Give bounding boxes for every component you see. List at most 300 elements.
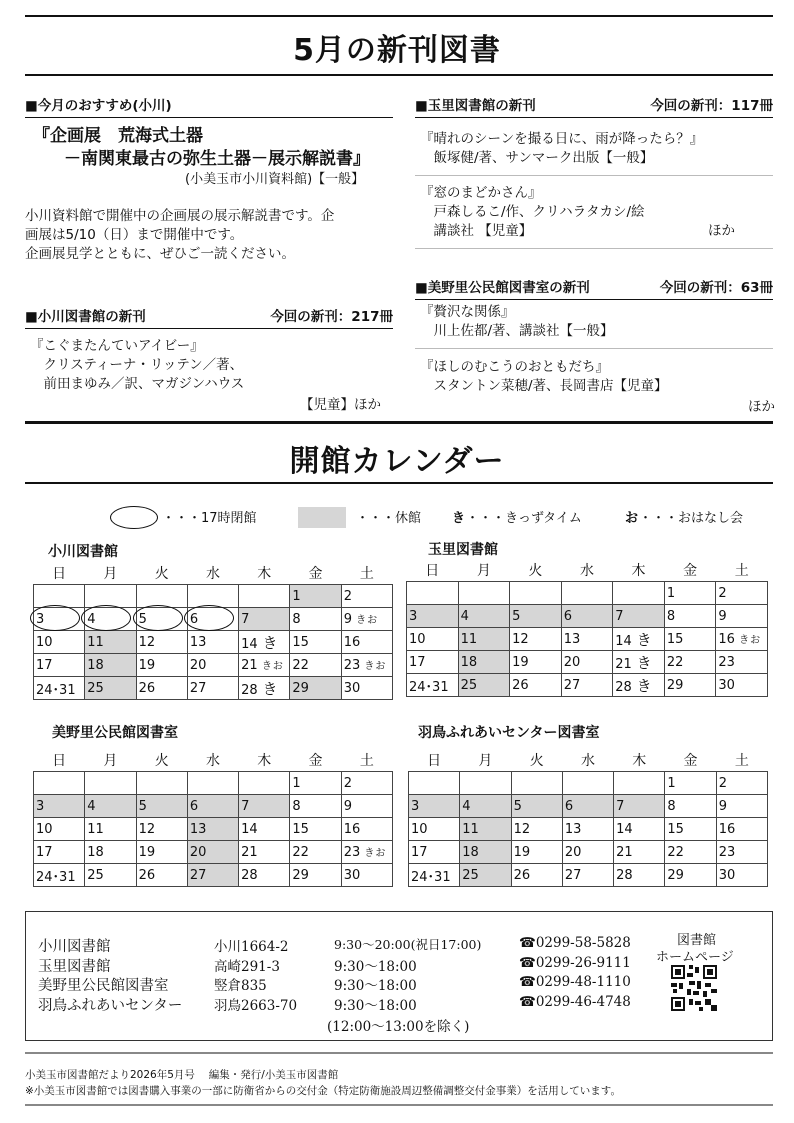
- calendar-day-cell: [239, 818, 290, 841]
- calendar-day-cell: [187, 841, 238, 864]
- info-name: 美野里公民館図書室: [38, 978, 169, 994]
- weekday-header: 月: [478, 753, 493, 769]
- calendar-day-cell: [511, 841, 562, 864]
- footer-line-2: ※小美玉市図書館では図書購入事業の一部に防衛省からの交付金（特定防衛施設周辺整備調整交付金事業）を活用しています。: [25, 1085, 621, 1097]
- calendar-week-row: [407, 628, 768, 651]
- calendar-day-cell: [341, 795, 392, 818]
- calendar-day-cell: [614, 795, 665, 818]
- calendar-day-cell: [34, 631, 85, 654]
- calendar-day-cell: [511, 795, 562, 818]
- weekday-header: 日: [52, 753, 67, 769]
- weekday-header: 木: [257, 566, 272, 582]
- info-hours: 9:30～20:00(祝日17:00): [334, 937, 482, 952]
- event-mark: きお: [351, 615, 379, 626]
- day-number: 9: [718, 798, 727, 814]
- info-name: 小川図書館: [38, 939, 111, 955]
- weekday-header: 金: [683, 563, 698, 579]
- ogawa-tag: 【児童】ほか: [300, 397, 381, 413]
- legend-oval-text: ・・・17時閉館: [162, 511, 257, 526]
- calendar-empty-cell: [511, 772, 562, 795]
- day-number: 7: [616, 798, 625, 814]
- weekday-header: 金: [308, 566, 323, 582]
- calendar-week-row: [407, 582, 768, 605]
- day-number: 23: [718, 654, 735, 670]
- day-number: 17: [36, 844, 53, 860]
- event-mark: き: [631, 676, 652, 695]
- calendar-week-row: [34, 864, 393, 887]
- day-number: 14: [241, 636, 258, 652]
- calendar-day-cell: [614, 818, 665, 841]
- day-number: 20: [189, 657, 207, 673]
- calendar-day-cell: [136, 654, 187, 677]
- minori-book2-line2: スタントン菜穂/著、長岡書店【児童】: [420, 378, 668, 394]
- day-number: 25: [87, 680, 104, 696]
- day-number: 29: [292, 867, 309, 883]
- day-number: 10: [36, 821, 53, 837]
- calendar-week-row: [409, 795, 768, 818]
- legend-oval-icon: [110, 506, 158, 529]
- calendar-empty-cell: [460, 772, 511, 795]
- day-number: 17: [411, 844, 428, 860]
- day-number: 22: [666, 654, 684, 670]
- day-number: 16: [718, 632, 735, 647]
- weekday-header: 金: [683, 753, 698, 769]
- calendar-day-cell: [136, 608, 187, 631]
- legend-closed-swatch: [298, 507, 346, 528]
- day-number: 11: [87, 634, 104, 650]
- weekday-header: 金: [308, 753, 323, 769]
- day-number: 16: [718, 821, 736, 837]
- calendar-name-hatori: 羽鳥ふれあいセンター図書室: [418, 725, 600, 741]
- day-number: 27: [563, 677, 581, 693]
- calendar-day-cell: [136, 631, 187, 654]
- calendar-week-row: [34, 677, 393, 700]
- day-number: 3: [36, 798, 45, 814]
- day-number: 19: [513, 844, 531, 860]
- day-number: 13: [189, 634, 207, 650]
- tamari-book2-line1: 『窓のまどかさん』: [420, 185, 542, 201]
- day-number: 12: [513, 821, 531, 837]
- calendar-day-cell: [290, 631, 341, 654]
- calendar-day-cell: [341, 608, 392, 631]
- info-hours: 9:30～18:00: [334, 997, 417, 1014]
- calendar-day-cell: [341, 772, 392, 795]
- calendar-day-cell: [409, 818, 460, 841]
- info-address: 小川1664-2: [214, 939, 289, 955]
- calendar-day-cell: [341, 677, 392, 700]
- calendar-day-cell: [239, 795, 290, 818]
- calendar-week-row: [34, 795, 393, 818]
- minori-count: 今回の新刊：63冊: [659, 280, 773, 296]
- calendar-week-row: [34, 585, 393, 608]
- calendar-empty-cell: [187, 585, 238, 608]
- day-number: 20: [564, 844, 582, 860]
- day-number: 9: [343, 798, 352, 814]
- calendar-day-cell: [239, 677, 290, 700]
- minori-more: ほか: [748, 399, 775, 415]
- weekday-header: 火: [154, 566, 169, 582]
- tamari-header: [415, 94, 773, 118]
- info-tel: ☎0299-46-4748: [519, 993, 631, 1010]
- calendar-day-cell: [664, 628, 716, 651]
- day-number: 23: [718, 844, 736, 860]
- minori-divider: [415, 348, 773, 349]
- top-rule: [25, 15, 773, 17]
- day-number: 10: [36, 634, 53, 650]
- tamari-count: 今回の新刊：117冊: [650, 98, 773, 114]
- calendar-day-cell: [290, 795, 341, 818]
- day-number: 24･31: [36, 869, 76, 885]
- page-title: 5月の新刊図書: [293, 33, 501, 68]
- calendar-day-cell: [187, 818, 238, 841]
- calendar-day-cell: [290, 864, 341, 887]
- ogawa-header: [25, 305, 393, 329]
- weekday-header: 水: [205, 753, 220, 769]
- day-number: 15: [666, 631, 684, 647]
- tamari-book1-line1: 『晴れのシーンを撮る日に、雨が降ったら？』: [420, 131, 704, 147]
- minori-book2-line1: 『ほしのむこうのおともだち』: [420, 359, 609, 375]
- day-number: 26: [513, 867, 531, 883]
- featured-book-title-1: 『企画展 荒海式土器: [33, 126, 203, 146]
- calendar-day-cell: [716, 582, 768, 605]
- info-address: 高崎291-3: [214, 958, 280, 975]
- day-number: 4: [462, 798, 471, 814]
- weekday-header: 土: [359, 753, 374, 769]
- weekday-header: 水: [580, 753, 595, 769]
- day-number: 20: [189, 844, 207, 860]
- calendar-day-cell: [460, 841, 511, 864]
- info-tel: ☎0299-48-1110: [519, 974, 631, 990]
- weekday-header: 木: [257, 753, 272, 769]
- day-number: 18: [87, 657, 104, 673]
- day-number: 28: [615, 679, 632, 695]
- featured-header-text: ■今月のおすすめ(小川): [25, 98, 172, 114]
- day-number: 6: [563, 608, 572, 624]
- day-number: 1: [292, 775, 301, 791]
- day-number: 18: [87, 844, 104, 860]
- calendar-tamari: [406, 559, 768, 697]
- calendar-day-cell: [290, 818, 341, 841]
- calendar-day-cell: [510, 651, 562, 674]
- ogawa-line-3: 前田まゆみ／訳、マガジンハウス: [30, 376, 245, 392]
- calendar-day-cell: [34, 795, 85, 818]
- homepage-label-2: ホームページ: [656, 950, 734, 965]
- calendar-day-cell: [239, 864, 290, 887]
- day-number: 17: [409, 654, 426, 670]
- weekday-header: 月: [103, 753, 118, 769]
- calendar-day-cell: [665, 864, 716, 887]
- minori-header: [415, 276, 773, 300]
- calendar-day-cell: [34, 841, 85, 864]
- info-address: 竪倉835: [214, 978, 267, 994]
- calendar-day-cell: [613, 605, 665, 628]
- calendar-day-cell: [290, 772, 341, 795]
- calendar-day-cell: [341, 654, 392, 677]
- day-number: 5: [138, 611, 147, 627]
- calendar-empty-cell: [85, 585, 136, 608]
- calendar-empty-cell: [409, 772, 460, 795]
- title-rule: [25, 74, 773, 76]
- legend-o-mark: お: [625, 511, 639, 526]
- ogawa-line-2: クリスティーナ・リッテン／著、: [30, 357, 244, 373]
- weekday-header: 日: [427, 753, 442, 769]
- calendar-week-row: [34, 654, 393, 677]
- tamari-divider-2: [415, 248, 773, 249]
- calendar-name-minori: 美野里公民館図書室: [52, 725, 178, 741]
- day-number: 23: [343, 845, 361, 860]
- day-number: 14: [241, 821, 258, 837]
- legend-ki-mark: き: [452, 511, 466, 526]
- calendar-day-cell: [460, 864, 511, 887]
- day-number: 24･31: [409, 679, 449, 695]
- calendar-day-cell: [34, 608, 85, 631]
- day-number: 30: [343, 867, 361, 883]
- calendar-top-rule: [25, 421, 773, 424]
- minori-header-text: ■美野里公民館図書室の新刊: [415, 280, 590, 296]
- calendar-day-cell: [239, 841, 290, 864]
- calendar-day-cell: [716, 772, 767, 795]
- day-number: 22: [292, 844, 309, 860]
- tamari-book1-line2: 飯塚健/著、サンマーク出版【一般】: [420, 150, 654, 166]
- day-number: 4: [87, 798, 96, 814]
- calendar-day-cell: [409, 864, 460, 887]
- calendar-day-cell: [187, 631, 238, 654]
- legend-ki-text: ・・・きっずタイム: [466, 511, 582, 526]
- calendar-day-cell: [510, 628, 562, 651]
- calendar-day-cell: [665, 818, 716, 841]
- calendar-day-cell: [239, 631, 290, 654]
- calendar-day-cell: [85, 608, 136, 631]
- calendar-week-row: [409, 841, 768, 864]
- day-number: 19: [138, 844, 156, 860]
- calendar-hatori: [408, 749, 768, 887]
- calendar-day-cell: [239, 654, 290, 677]
- day-number: 29: [292, 680, 309, 696]
- info-address: 羽鳥2663-70: [214, 997, 298, 1014]
- day-number: 21: [616, 844, 633, 860]
- day-number: 26: [138, 867, 156, 883]
- homepage-label-1: 図書館: [677, 933, 717, 948]
- calendar-empty-cell: [614, 772, 665, 795]
- day-number: 11: [462, 821, 479, 837]
- calendar-day-cell: [664, 651, 716, 674]
- event-mark: き: [631, 653, 652, 672]
- calendar-day-cell: [85, 795, 136, 818]
- calendar-day-cell: [239, 608, 290, 631]
- calendar-day-cell: [409, 795, 460, 818]
- day-number: 5: [138, 798, 147, 814]
- calendar-week-row: [409, 864, 768, 887]
- day-number: 7: [241, 611, 250, 627]
- calendar-day-cell: [665, 772, 716, 795]
- calendar-day-cell: [458, 628, 510, 651]
- calendar-day-cell: [290, 585, 341, 608]
- calendar-day-cell: [136, 677, 187, 700]
- event-mark: き: [257, 633, 278, 652]
- tamari-more: ほか: [708, 223, 735, 239]
- day-number: 4: [87, 611, 96, 627]
- calendar-day-cell: [664, 605, 716, 628]
- calendar-day-cell: [716, 795, 767, 818]
- calendar-day-cell: [407, 628, 459, 651]
- calendar-day-cell: [613, 651, 665, 674]
- calendar-ogawa: [33, 562, 393, 700]
- day-number: 2: [718, 585, 727, 601]
- calendar-day-cell: [290, 654, 341, 677]
- calendar-day-cell: [561, 674, 613, 697]
- day-number: 21: [241, 658, 258, 673]
- day-number: 27: [564, 867, 582, 883]
- day-number: 19: [512, 654, 529, 670]
- day-number: 12: [138, 821, 156, 837]
- day-number: 3: [409, 608, 418, 624]
- calendar-day-cell: [290, 608, 341, 631]
- weekday-header: 火: [528, 563, 543, 579]
- weekday-header: 木: [632, 753, 647, 769]
- day-number: 21: [241, 844, 258, 860]
- day-number: 24･31: [36, 682, 76, 698]
- homepage-qr-code-icon[interactable]: [671, 965, 717, 1011]
- calendar-day-cell: [511, 864, 562, 887]
- featured-book-meta: (小美玉市小川資料館)【一般】: [185, 172, 365, 187]
- day-number: 5: [513, 798, 522, 814]
- calendar-day-cell: [562, 841, 613, 864]
- day-number: 8: [666, 608, 676, 624]
- day-number: 26: [512, 677, 529, 693]
- day-number: 3: [36, 611, 45, 627]
- day-number: 24･31: [411, 869, 451, 885]
- calendar-day-cell: [716, 605, 768, 628]
- day-number: 11: [87, 821, 104, 837]
- calendar-empty-cell: [136, 772, 187, 795]
- day-number: 16: [343, 821, 361, 837]
- weekday-header: 水: [205, 566, 220, 582]
- calendar-day-cell: [562, 795, 613, 818]
- event-mark: き: [257, 679, 278, 698]
- calendar-day-cell: [460, 818, 511, 841]
- day-number: 8: [667, 798, 676, 814]
- day-number: 14: [616, 821, 633, 837]
- calendar-day-cell: [716, 651, 768, 674]
- event-mark: きお: [257, 661, 284, 672]
- tamari-book2-line3: 講談社 【児童】: [420, 223, 533, 239]
- day-number: 14: [615, 633, 632, 649]
- day-number: 6: [189, 611, 199, 627]
- calendar-day-cell: [341, 631, 392, 654]
- calendar-day-cell: [716, 628, 768, 651]
- day-number: 18: [462, 844, 479, 860]
- day-number: 13: [564, 821, 582, 837]
- day-number: 9: [718, 608, 727, 624]
- calendar-day-cell: [460, 795, 511, 818]
- calendar-day-cell: [562, 818, 613, 841]
- day-number: 8: [292, 798, 301, 814]
- calendar-empty-cell: [458, 582, 510, 605]
- day-number: 2: [343, 588, 352, 604]
- calendar-day-cell: [85, 654, 136, 677]
- day-number: 29: [667, 867, 684, 883]
- calendar-week-row: [34, 631, 393, 654]
- calendar-day-cell: [341, 864, 392, 887]
- calendar-day-cell: [341, 841, 392, 864]
- day-number: 6: [564, 798, 574, 814]
- day-number: 1: [292, 588, 301, 604]
- day-number: 15: [292, 634, 309, 650]
- calendar-week-row: [407, 651, 768, 674]
- day-number: 16: [343, 634, 361, 650]
- calendar-day-cell: [34, 654, 85, 677]
- calendar-title-rule: [25, 482, 773, 484]
- day-number: 6: [189, 798, 199, 814]
- day-number: 25: [87, 867, 104, 883]
- calendar-day-cell: [716, 841, 767, 864]
- day-number: 29: [666, 677, 684, 693]
- calendar-day-cell: [511, 818, 562, 841]
- event-mark: きお: [734, 635, 762, 646]
- calendar-day-cell: [85, 631, 136, 654]
- weekday-header: 火: [529, 753, 544, 769]
- calendar-week-row: [409, 772, 768, 795]
- weekday-header: 月: [476, 563, 491, 579]
- calendar-day-cell: [458, 674, 510, 697]
- calendar-day-cell: [341, 585, 392, 608]
- calendar-empty-cell: [407, 582, 459, 605]
- day-number: 12: [512, 631, 529, 647]
- weekday-header: 土: [359, 566, 374, 582]
- day-number: 3: [411, 798, 420, 814]
- minori-book1-line1: 『贅沢な関係』: [420, 304, 515, 320]
- calendar-week-row: [409, 818, 768, 841]
- calendar-empty-cell: [187, 772, 238, 795]
- day-number: 30: [343, 680, 361, 696]
- calendar-empty-cell: [136, 585, 187, 608]
- calendar-day-cell: [664, 674, 716, 697]
- calendar-day-cell: [136, 864, 187, 887]
- footer-line-1: 小美玉市図書館だより2026年5月号 編集・発行/小美玉市図書館: [25, 1069, 339, 1081]
- calendar-day-cell: [561, 605, 613, 628]
- day-number: 13: [189, 821, 207, 837]
- calendar-day-cell: [561, 651, 613, 674]
- weekday-header: 土: [734, 563, 749, 579]
- featured-desc-3: 企画展見学とともに、ぜひご一読ください。: [25, 246, 295, 262]
- legend-o-text: ・・・おはなし会: [639, 511, 744, 526]
- info-tel: ☎0299-26-9111: [519, 954, 631, 971]
- calendar-day-cell: [34, 818, 85, 841]
- calendar-empty-cell: [561, 582, 613, 605]
- calendar-day-cell: [561, 628, 613, 651]
- info-name: 玉里図書館: [38, 958, 111, 975]
- calendar-week-row: [407, 605, 768, 628]
- calendar-day-cell: [85, 677, 136, 700]
- day-number: 13: [563, 631, 581, 647]
- calendar-day-cell: [136, 795, 187, 818]
- calendar-week-row: [34, 818, 393, 841]
- day-number: 15: [292, 821, 309, 837]
- day-number: 7: [615, 608, 624, 624]
- calendar-empty-cell: [562, 772, 613, 795]
- featured-desc-1: 小川資料館で開催中の企画展の展示解説書です。企: [25, 208, 335, 224]
- calendar-day-cell: [613, 628, 665, 651]
- featured-book-title-2: －南関東最古の弥生土器－展示解説書』: [64, 149, 370, 169]
- calendar-day-cell: [187, 608, 238, 631]
- info-hours: 9:30～18:00: [334, 978, 417, 994]
- calendar-empty-cell: [34, 585, 85, 608]
- event-mark: きお: [360, 661, 387, 672]
- calendar-day-cell: [664, 582, 716, 605]
- weekday-header: 水: [579, 563, 594, 579]
- calendar-day-cell: [510, 605, 562, 628]
- calendar-minori: [33, 749, 393, 887]
